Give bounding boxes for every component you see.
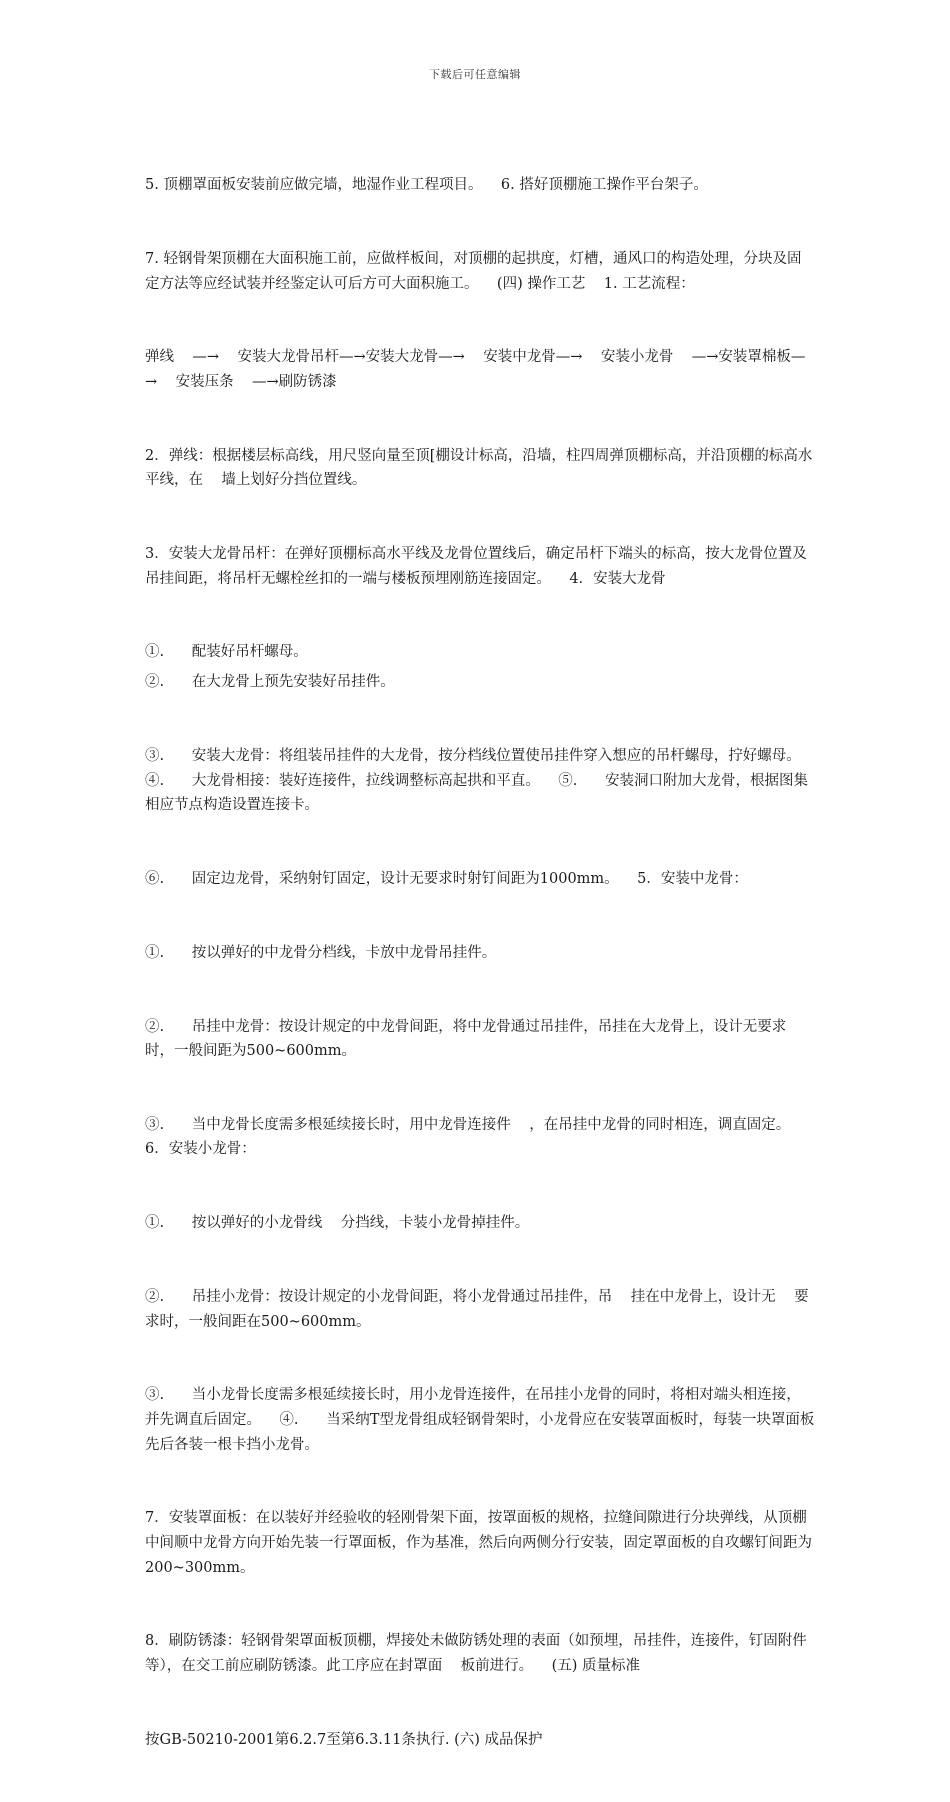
paragraph: 7. 轻钢骨架顶棚在大面积施工前，应做样板间，对顶棚的起拱度，灯槽，通风口的构造处理，分块及固定方法等应经试装并经鉴定认可后方可大面积施工。 (四) 操作工艺 1. 工艺流程： bbox=[145, 250, 802, 292]
paragraph: ⑥. 固定边龙骨，采纳射钉固定，设计无要求时射钉间距为1000mm。 5．安装中龙骨： bbox=[145, 870, 748, 887]
paragraph: 7．安装罩面板：在以装好并经验收的轻刚骨架下面，按罩面板的规格，拉缝间隙进行分块弹线，从顶棚中间顺中龙骨方向开始先装一行罩面板，作为基准，然后向两侧分行安装，固定罩面板的自攻螺钉间距为200~300mm。 bbox=[145, 1510, 812, 1576]
paragraph: ③. 安装大龙骨：将组装吊挂件的大龙骨，按分档线位置使吊挂件穿入想应的吊杆螺母，拧好螺母。 ④. 大龙骨相接：装好连接件，拉线调整标高起拱和平直。 ⑤. 安装洞口附加大龙骨，根据图集相应节点构造设置连接卡。 bbox=[145, 747, 820, 814]
paragraph: 按GB-50210-2001第6.2.7至第6.3.11条执行. (六) 成品保护 bbox=[145, 1731, 543, 1748]
paragraph: ②. 吊挂中龙骨：按设计规定的中龙骨间距，将中龙骨通过吊挂件，吊挂在大龙骨上，设计无要求时，一般间距为500~600mm。 bbox=[145, 1018, 787, 1060]
paragraph: 2．弹线：根据楼层标高线，用尺竖向量至顶[棚设计标高，沿墙，柱四周弹顶棚标高，并沿顶棚的标高水平线，在 墙上划好分挡位置线。 bbox=[145, 447, 813, 489]
paragraph: ②. 吊挂小龙骨：按设计规定的小龙骨间距，将小龙骨通过吊挂件，吊 挂在中龙骨上，设计无 要求时，一般间距在500~600mm。 bbox=[145, 1289, 809, 1330]
paragraph: 3．安装大龙骨吊杆：在弹好顶棚标高水平线及龙骨位置线后，确定吊杆下端头的标高，按大龙骨位置及吊挂间距，将吊杆无螺栓丝扣的一端与楼板预埋刚筋连接固定。 4．安装大龙骨 bbox=[145, 546, 807, 587]
paragraph: ①. 配装好吊杆螺母。 bbox=[145, 644, 308, 661]
page-header-note: 下载后可任意编辑 bbox=[429, 68, 521, 81]
text-block-bottom bbox=[145, 621, 820, 1802]
paragraph: 弹线 —→ 安装大龙骨吊杆—→安装大龙骨—→ 安装中龙骨—→ 安装小龙骨 —→安装罩棉板—→ 安装压条 —→刷防锈漆 bbox=[145, 349, 806, 390]
paragraph: ③. 当小龙骨长度需多根延续接长时，用小龙骨连接件，在吊挂小龙骨的同时，将相对端头相连接，并先调直后固定。 ④. 当采纳T型龙骨组成轻钢骨架时，小龙骨应在安装罩面板时，每装一块罩面板先后各装一根卡挡小龙骨。 bbox=[145, 1387, 815, 1453]
paragraph: ①. 按以弹好的小龙骨线 分挡线，卡装小龙骨掉挂件。 bbox=[145, 1215, 530, 1232]
paragraph: ③. 当中龙骨长度需多根延续接长时，用中龙骨连接件 ，在吊挂中龙骨的同时相连，调直固定。 6．安装小龙骨： bbox=[145, 1116, 809, 1158]
paragraph: ②. 在大龙骨上预先安装好吊挂件。 bbox=[145, 674, 395, 691]
paragraph: 5. 顶棚罩面板安装前应做完墙，地湿作业工程项目。 6. 搭好顶棚施工操作平台架子。 bbox=[145, 177, 708, 194]
paragraph: ①. 按以弹好的中龙骨分档线，卡放中龙骨吊挂件。 bbox=[145, 944, 497, 961]
paragraph: 8．刷防锈漆：轻钢骨架罩面板顶棚，焊接处未做防锈处理的表面（如预埋，吊挂件，连接件，钉固附件等），在交工前应刷防锈漆。此工序应在封罩面 板前进行。 (五) 质量标准 bbox=[145, 1633, 807, 1674]
